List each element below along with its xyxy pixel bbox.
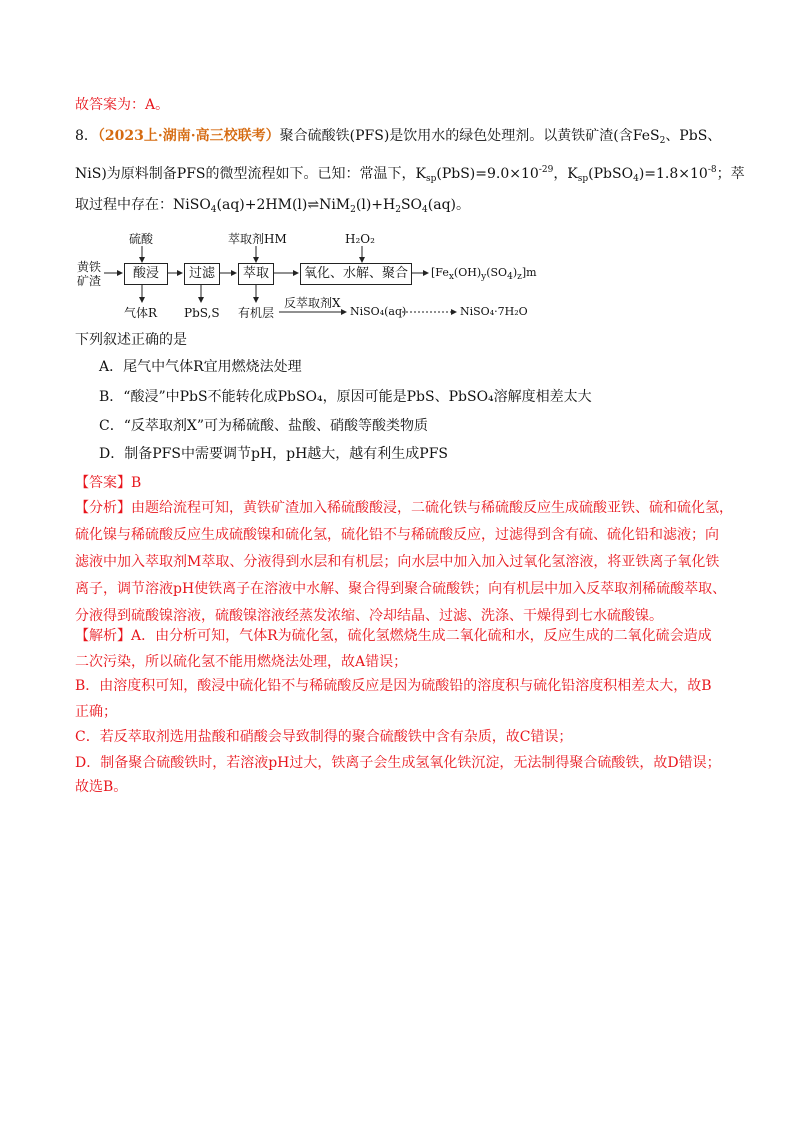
gas-label: 气体R [124, 306, 158, 320]
reverse-extractant-label: 反萃取剂X [284, 296, 341, 310]
question-text: 取过程中存在：NiSO [75, 197, 211, 213]
explanation-line: C．若反萃取剂选用盐酸和硝酸会导致制得的聚合硫酸铁中含有杂质，故C错误； [75, 729, 573, 745]
question-text: ；萃 [716, 166, 745, 182]
ksp-pbso4: (PbSO [588, 166, 634, 182]
product-label: $[Fe_x(OH)_y(SO_4)_z]m$ [431, 266, 537, 282]
product-text: [Fe [431, 266, 449, 279]
question-text: SO [400, 197, 423, 213]
ksp-pbs: (PbS)=9.0×10 [436, 166, 539, 182]
question-text: (aq)+2HM(l)⇌NiM [216, 197, 351, 213]
question-text: NiS)为原料制备PFS的微型流程如下。已知：常温下， [75, 166, 416, 182]
analysis-line: 硫化镍与稀硫酸反应生成硫酸镍和硫化氢，硫化铅不与稀硫酸反应，过滤得到含有硫、硫化铅和滤液；向 [75, 527, 719, 543]
top-answer: 故答案为：A。 [75, 97, 170, 113]
analysis-line: 分液得到硫酸镍溶液，硫酸镍溶液经蒸发浓缩、冷却结晶、过滤、洗涤、干燥得到七水硫酸镍。 [75, 608, 663, 624]
option-a: A．尾气中气体R宜用燃烧法处理 [99, 359, 302, 375]
organic-layer-label: 有机层 [238, 306, 275, 320]
explanation-line: D．制备聚合硫酸铁时，若溶液pH过大，铁离子会生成氢氧化铁沉淀，无法制得聚合硫酸铁，故D错误； [75, 755, 721, 771]
analysis-line: 【分析】由题给流程可知，黄铁矿渣加入稀硫酸酸浸，二硫化铁与稀硫酸反应生成硫酸亚铁、硫和硫化氢， [75, 500, 733, 516]
explanation-line: 正确； [75, 704, 117, 720]
analysis-line: 滤液中加入萃取剂M萃取、分液得到水层和有机层；向水层中加入加入过氧化氢溶液，将亚铁离子氧化铁 [75, 554, 720, 570]
solid-label: PbS,S [184, 306, 220, 320]
ksp-pbs-exp: -29 [538, 165, 554, 175]
analysis-line: 离子，调节溶液pH使铁离子在溶液中水解、聚合得到聚合硫酸铁；向有机层中加入反萃取剂稀硫酸萃取、 [75, 581, 727, 597]
question-text: 聚合硫酸铁(PFS)是饮用水的绿色处理剂。以黄铁矿渣(含 [279, 128, 633, 144]
niso4-hydrate-label: NiSO₄·7H₂O [460, 305, 528, 318]
ksp-pbso4-exp: -8 [707, 165, 717, 175]
explanation-line: 【解析】A．由分析可知，气体R为硫化氢，硫化氢燃烧生成二氧化硫和水，反应生成的二氧化硫会造成 [75, 628, 712, 644]
oxidize-step: 氧化、水解、聚合 [300, 263, 412, 285]
extractant-label: 萃取剂HM [228, 232, 287, 246]
question-text: (l)+H [355, 197, 396, 213]
question-prompt: 下列叙述正确的是 [75, 332, 187, 348]
option-d: D．制备PFS中需要调节pH，pH越大，越有利生成PFS [99, 446, 449, 462]
option-b: B．“酸浸”中PbS不能转化成PbSO₄，原因可能是PbS、PbSO₄溶解度相差太大 [99, 389, 592, 405]
formula-fes2: FeS [632, 128, 660, 144]
answer-label: 【答案】B [75, 475, 142, 491]
leach-step: 酸浸 [124, 263, 168, 285]
filter-step: 过滤 [184, 263, 220, 285]
extract-step: 萃取 [238, 263, 274, 285]
question-line-3: 取过程中存在：$NiSO_4(aq)+2HM(l)\rightleftharpoons NiM_2(l)+H_2SO_4(aq)$。 [75, 197, 470, 215]
question-line-1: 8．（2023上·湖南·高三校联考）聚合硫酸铁(PFS)是饮用水的绿色处理剂。以黄铁矿渣(含FeS$_2$、PbS、 [75, 128, 722, 146]
acid-label: 硫酸 [129, 232, 154, 246]
question-text: 、PbS、 [665, 128, 722, 144]
question-number: 8． [75, 128, 98, 144]
flow-diagram [72, 228, 542, 328]
question-text: (aq)。 [427, 197, 470, 213]
ksp-pbso4-val: )=1.8×10 [638, 166, 708, 182]
explanation-line: 二次污染，所以硫化氢不能用燃烧法处理，故A错误； [75, 654, 408, 670]
explanation-line: 故选B。 [75, 779, 128, 795]
h2o2-label: H₂O₂ [345, 232, 375, 246]
question-source: （2023上·湖南·高三校联考） [97, 128, 280, 144]
question-line-2: NiS)为原料制备PFS的微型流程如下。已知：常温下，$K_{sp}(PbS)=9.0\times 10^{-29}$，$K_{sp}(PbSO_4)=1.8\times 10^{-8}$；萃 [75, 165, 745, 184]
explanation-line: B．由溶度积可知，酸浸中硫化铅不与稀硫酸反应是因为硫酸铅的溶度积与硫化铅溶度积相差太大，故B [75, 678, 712, 694]
niso4-solution-label: NiSO₄(aq) [350, 305, 407, 318]
raw-material-label: 黄铁 矿渣 [76, 260, 101, 288]
option-c: C．“反萃取剂X”可为稀硫酸、盐酸、硝酸等酸类物质 [99, 418, 428, 434]
